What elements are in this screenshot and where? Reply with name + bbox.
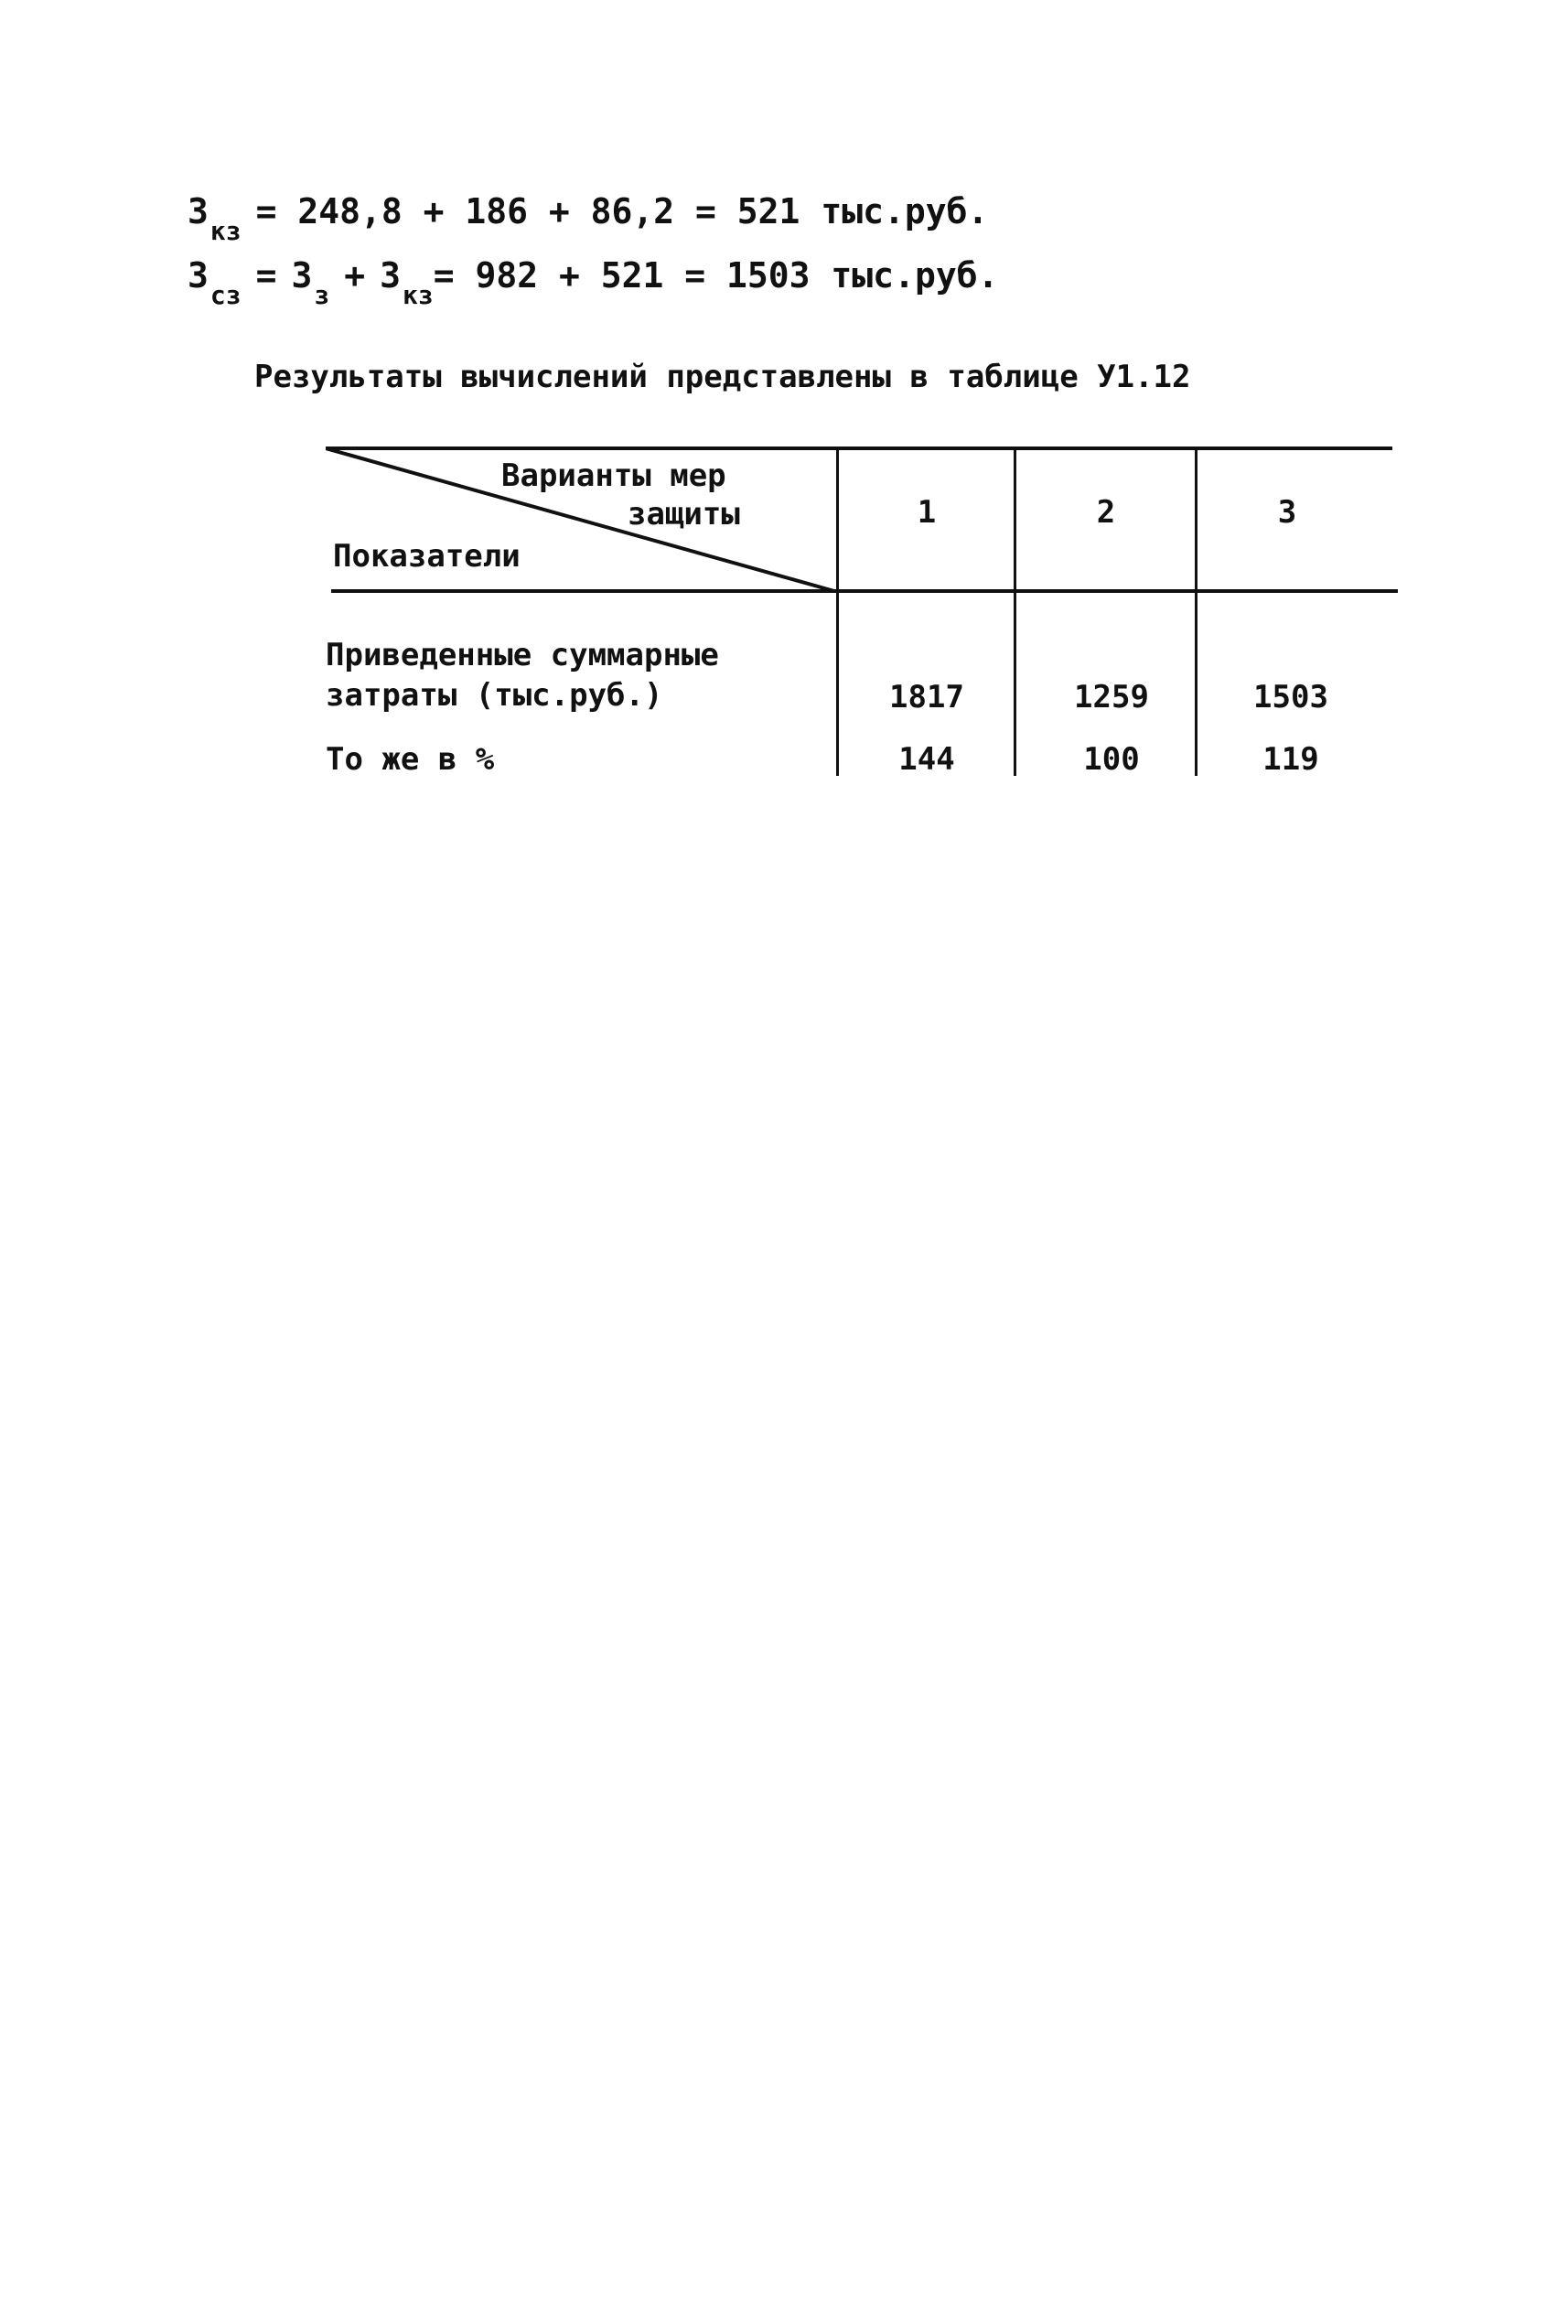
- formula-kz: [188, 191, 989, 246]
- row-label-percent: То же в %: [326, 741, 495, 778]
- formula-sz: [188, 255, 999, 310]
- formula-sz-symbol: З: [188, 255, 209, 296]
- table-cell: 119: [1262, 741, 1319, 778]
- table-column-rule-3: [1195, 447, 1197, 776]
- table-cell: 144: [898, 741, 955, 778]
- table-cell: 1817: [889, 679, 964, 715]
- table-column-rule-2: [1014, 447, 1016, 776]
- table-cell: 1503: [1253, 679, 1328, 715]
- corner-header-variants: Варианты мер: [501, 457, 726, 494]
- formula-sz-term2-subscript: кз: [403, 280, 434, 310]
- column-header-2: 2: [1096, 494, 1116, 531]
- corner-header-protection: защиты: [628, 496, 740, 533]
- column-header-3: 3: [1277, 494, 1297, 531]
- table-cell: 100: [1083, 741, 1140, 778]
- formula-sz-term1-subscript: з: [314, 280, 330, 310]
- formula-sz-term2: З: [380, 255, 402, 296]
- row-label-total-costs-line1: Приведенные суммарные: [326, 637, 719, 673]
- formula-kz-symbol: З: [188, 191, 209, 231]
- formula-sz-subscript: сз: [209, 280, 242, 310]
- table-cell: 1259: [1074, 679, 1149, 715]
- formula-kz-subscript: кз: [209, 216, 242, 246]
- formula-kz-expression: = 248,8 + 186 + 86,2 = 521 тыс.руб.: [255, 191, 989, 231]
- corner-header-indicators: Показатели: [333, 538, 521, 575]
- formula-sz-plus: +: [344, 255, 366, 296]
- formula-sz-equals: =: [255, 255, 277, 296]
- table-caption: Результаты вычислений представлены в таблице У1.12: [254, 359, 1191, 395]
- formula-sz-expression: = 982 + 521 = 1503 тыс.руб.: [433, 255, 999, 296]
- formula-sz-term1: З: [291, 255, 313, 296]
- results-table: [326, 447, 1392, 776]
- column-header-1: 1: [917, 494, 937, 531]
- row-label-total-costs-line2: затраты (тыс.руб.): [326, 677, 663, 714]
